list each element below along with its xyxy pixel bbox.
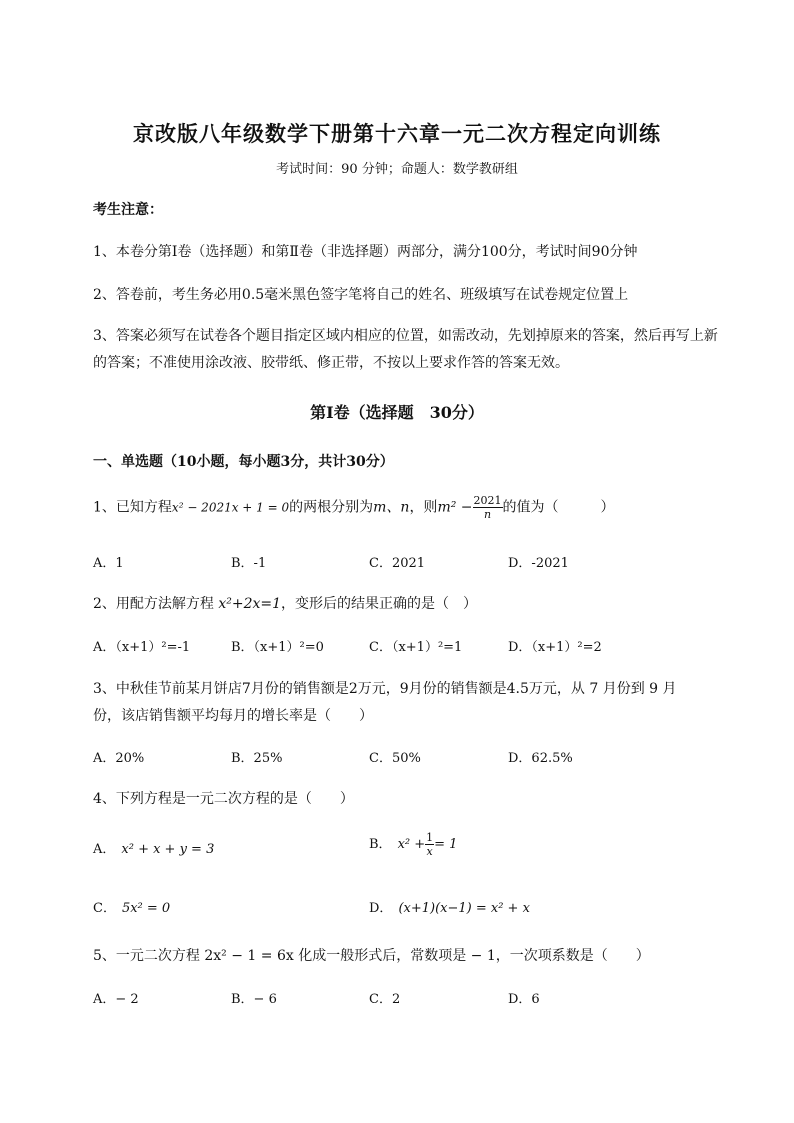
question-4-option-a-expr: x² + x + y = 3 xyxy=(121,842,215,857)
question-2-option-c[interactable]: C．（x+1）²=1 xyxy=(369,640,463,655)
question-3-line-1: 3、中秋佳节前某月饼店7月份的销售额是2万元，9月份的销售额是4.5万元，从 7 月份到 9 月 xyxy=(93,681,677,697)
question-4-option-b-label: B． xyxy=(369,837,392,853)
question-4-option-a[interactable] xyxy=(93,838,214,857)
question-5-option-c[interactable]: C．2 xyxy=(369,992,401,1007)
question-2-option-a[interactable]: A．（x+1）²=-1 xyxy=(93,640,191,655)
question-4-option-c[interactable] xyxy=(93,897,170,916)
question-2-suffix: ，变形后的结果正确的是（ ） xyxy=(281,596,478,612)
question-4-option-b[interactable] xyxy=(369,831,457,858)
question-1-equation: x² − 2021x + 1 = 0 xyxy=(171,500,290,515)
question-4-option-c-label: C． xyxy=(93,901,116,916)
question-1-expr: m² − xyxy=(437,499,473,516)
question-1-fraction-denominator: n xyxy=(483,508,492,522)
question-5: 5、一元二次方程 2x² − 1 = 6x 化成一般形式后，常数项是 − 1，一次项系数是（ ） xyxy=(93,948,650,964)
question-1-fraction-numerator: 2021 xyxy=(473,494,502,507)
part-heading: 一、单选题（10小题，每小题3分，共计30分） xyxy=(93,454,394,470)
question-3-line-2: 份，该店销售额平均每月的增长率是（ ） xyxy=(93,708,373,724)
question-5-option-a[interactable]: A．− 2 xyxy=(93,992,139,1007)
question-4-option-d-label: D． xyxy=(369,901,393,916)
question-1-middle: 的两根分别为 xyxy=(289,499,374,516)
question-1-prefix: 1、已知方程 xyxy=(93,499,172,516)
question-4-option-b-fraction-numerator: 1 xyxy=(426,831,434,844)
question-4-option-b-fraction-denominator: x xyxy=(426,845,433,859)
question-3-option-c[interactable]: C．50% xyxy=(369,751,421,766)
notice-item-1: 1、本卷分第Ⅰ卷（选择题）和第Ⅱ卷（非选择题）两部分，满分100分，考试时间90分钟 xyxy=(93,244,638,260)
question-5-option-d[interactable]: D．6 xyxy=(508,992,540,1007)
question-2-option-d[interactable]: D．（x+1）²=2 xyxy=(508,640,602,655)
notice-heading: 考生注意： xyxy=(93,202,163,218)
question-1-roots: m、n xyxy=(373,499,410,516)
exam-subtitle: 考试时间：90 分钟；命题人：数学教研组 xyxy=(276,162,518,177)
notice-item-2: 2、答卷前，考生务必用0.5毫米黑色签字笔将自己的姓名、班级填写在试卷规定位置上 xyxy=(93,287,629,303)
question-2-equation: x²+2x=1 xyxy=(218,596,282,612)
notice-item-3-line-1: 3、答案必须写在试卷各个题目指定区域内相应的位置，如需改动，先划掉原来的答案，然后再写上新 xyxy=(93,328,718,344)
question-4-option-a-label: A． xyxy=(93,842,116,857)
question-4: 4、下列方程是一元二次方程的是（ ） xyxy=(93,791,354,807)
question-4-option-b-expr-left: x² + xyxy=(397,837,426,853)
question-4-option-b-expr-right: = 1 xyxy=(434,837,458,853)
question-1 xyxy=(93,494,615,521)
question-3-option-d[interactable]: D．62.5% xyxy=(508,751,573,766)
question-2-option-b[interactable]: B．（x+1）²=0 xyxy=(231,640,324,655)
question-1-option-b[interactable]: B．-1 xyxy=(231,556,267,571)
question-1-then: ，则 xyxy=(409,499,438,516)
question-4-option-c-expr: 5x² = 0 xyxy=(121,901,171,916)
question-4-option-d-expr: (x+1)(x−1) = x² + x xyxy=(398,901,530,916)
question-1-option-a[interactable]: A．1 xyxy=(93,556,124,571)
question-1-fraction xyxy=(473,494,503,521)
question-2 xyxy=(93,593,477,613)
question-2-prefix: 2、用配方法解方程 xyxy=(93,596,219,612)
question-3-option-a[interactable]: A．20% xyxy=(93,751,145,766)
question-1-suffix: 的值为（ ） xyxy=(502,499,615,516)
question-4-option-d[interactable] xyxy=(369,897,530,916)
question-5-option-b[interactable]: B．− 6 xyxy=(231,992,277,1007)
document-title: 京改版八年级数学下册第十六章一元二次方程定向训练 xyxy=(133,121,661,146)
question-1-option-c[interactable]: C．2021 xyxy=(369,556,426,571)
notice-item-3-line-2: 的答案；不准使用涂改液、胶带纸、修正带，不按以上要求作答的答案无效。 xyxy=(93,355,569,371)
question-3-option-b[interactable]: B．25% xyxy=(231,751,283,766)
question-1-option-d[interactable]: D．-2021 xyxy=(508,556,569,571)
section-title: 第Ⅰ卷（选择题 30分） xyxy=(310,403,484,422)
question-4-option-b-fraction xyxy=(425,831,434,858)
